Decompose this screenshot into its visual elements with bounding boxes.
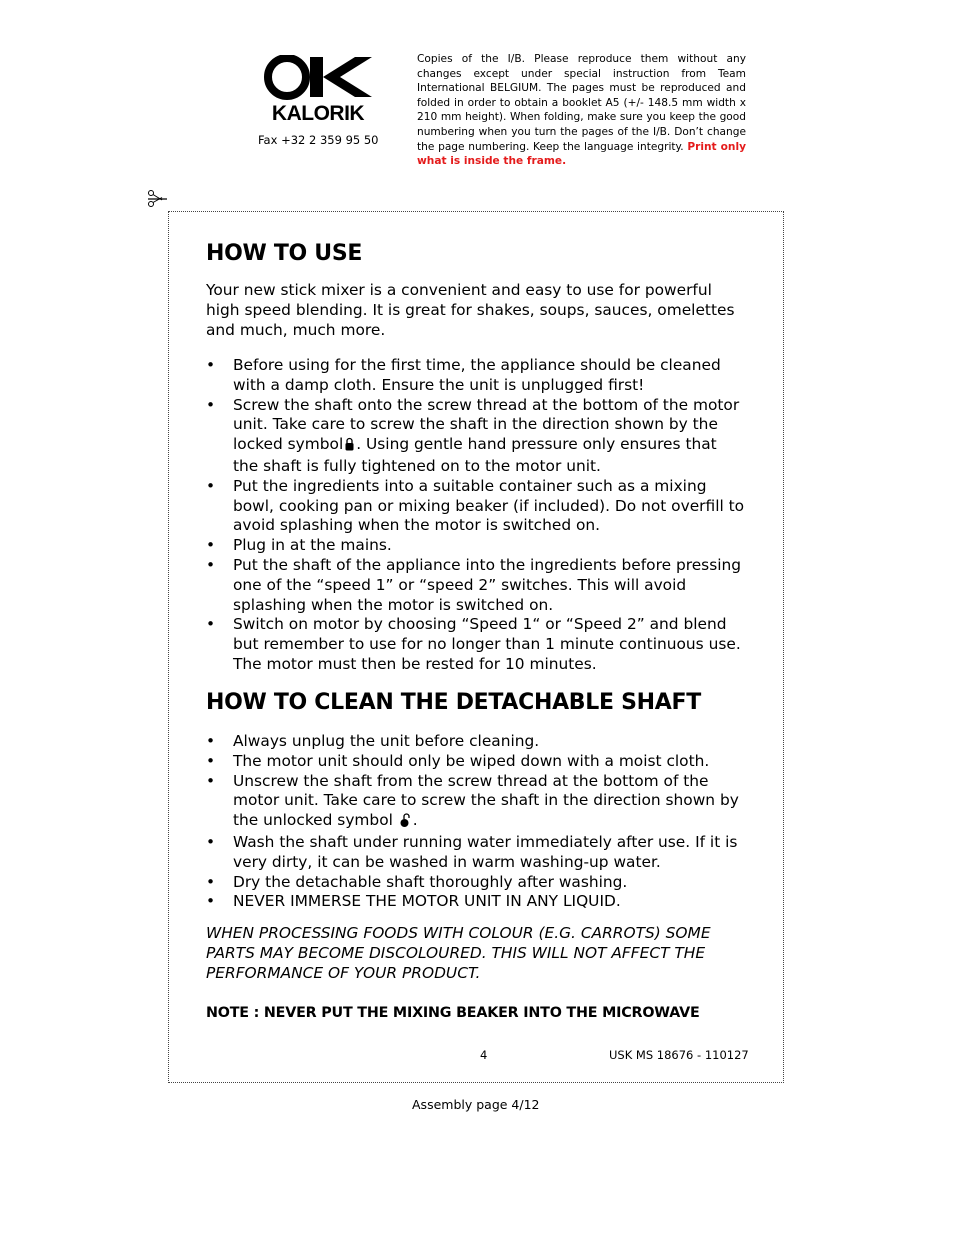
page-number: 4: [480, 1048, 488, 1062]
microwave-note: NOTE : NEVER PUT THE MIXING BEAKER INTO THE MICROWAVE: [206, 1005, 700, 1021]
list-item-text-cont: .: [412, 811, 418, 830]
list-item-text-cont: . Using gentle hand pressure only ensures that the shaft is fully tightened on to the motor unit.: [233, 435, 717, 475]
list-item: • Put the shaft of the appliance into the ingredients before pressing one of the “speed 1” or “speed 2” switches. This will avoid splashing when the motor is switched on.: [206, 556, 746, 615]
lock-closed-icon: [345, 437, 354, 457]
list-item-text: Screw the shaft onto the screw thread at the bottom of the motor unit. Take care to screw the shaft in the direction shown by the locked symbol: [233, 395, 740, 454]
discolour-warning: WHEN PROCESSING FOODS WITH COLOUR (E.G. CARROTS) SOME PARTS MAY BECOME DISCOLOURED. THIS WILL NOT AFFECT THE PERFORMANCE OF YOUR PRODUCT.: [206, 924, 711, 982]
intro-paragraph: Your new stick mixer is a convenient and easy to use for powerful high speed blending. It is great for shakes, soups, sauces, omelettes and much, much more.: [206, 281, 735, 339]
how-to-use-title: HOW TO USE: [206, 241, 363, 266]
list-item: • Dry the detachable shaft thoroughly after washing.: [206, 873, 746, 893]
scissors-icon: [146, 187, 168, 209]
list-item: • Before using for the first time, the appliance should be cleaned with a damp cloth. Ensure the unit is unplugged first!: [206, 356, 746, 396]
list-item: [206, 396, 746, 477]
assembly-page: Assembly page 4/12: [412, 1097, 540, 1112]
list-item-text: Unscrew the shaft from the screw thread at the bottom of the motor unit. Take care to screw the shaft in the direction shown by the unlocked symbol: [233, 771, 739, 830]
kalorik-logo-mark: [262, 55, 374, 103]
list-item: [206, 772, 746, 833]
how-to-use-list: [206, 356, 746, 675]
list-item: • Put the ingredients into a suitable container such as a mixing bowl, cooking pan or mixing beaker (if included). Do not overfill to avoid splashing when the motor is switched on.: [206, 477, 746, 536]
clean-shaft-title: HOW TO CLEAN THE DETACHABLE SHAFT: [206, 690, 701, 715]
copies-instructions: [417, 52, 746, 169]
copies-text: Copies of the I/B. Please reproduce them without any changes except under special instruction from Team International BELGIUM. The pages must be reproduced and folded in order to obtain a booklet A5 (+/- 148.5 mm width x 210 mm height). When folding, make sure you keep the good numbering when you turn the pages of the I/B. Don’t change the page numbering. Keep the language integrity.: [417, 53, 746, 153]
logo-word: KALORIK: [271, 102, 365, 125]
print-notice: Print only what is inside the frame.: [417, 140, 746, 168]
list-item: • The motor unit should only be wiped down with a moist cloth.: [206, 752, 746, 772]
kalorik-logo: [262, 55, 374, 125]
clean-list: [206, 732, 746, 912]
list-item: • NEVER IMMERSE THE MOTOR UNIT IN ANY LIQUID.: [206, 892, 746, 912]
list-item: • Always unplug the unit before cleaning.: [206, 732, 746, 752]
fax-number: Fax +32 2 359 95 50: [258, 133, 379, 147]
list-item: • Wash the shaft under running water immediately after use. If it is very dirty, it can be washed in warm washing-up water.: [206, 833, 746, 873]
lock-open-icon: [400, 813, 411, 833]
list-item: • Switch on motor by choosing “Speed 1“ or “Speed 2” and blend but remember to use for no longer than 1 minute continuous use. The motor must then be rested for 10 minutes.: [206, 615, 746, 674]
list-item: • Plug in at the mains.: [206, 536, 746, 556]
document-code: USK MS 18676 - 110127: [609, 1048, 749, 1062]
